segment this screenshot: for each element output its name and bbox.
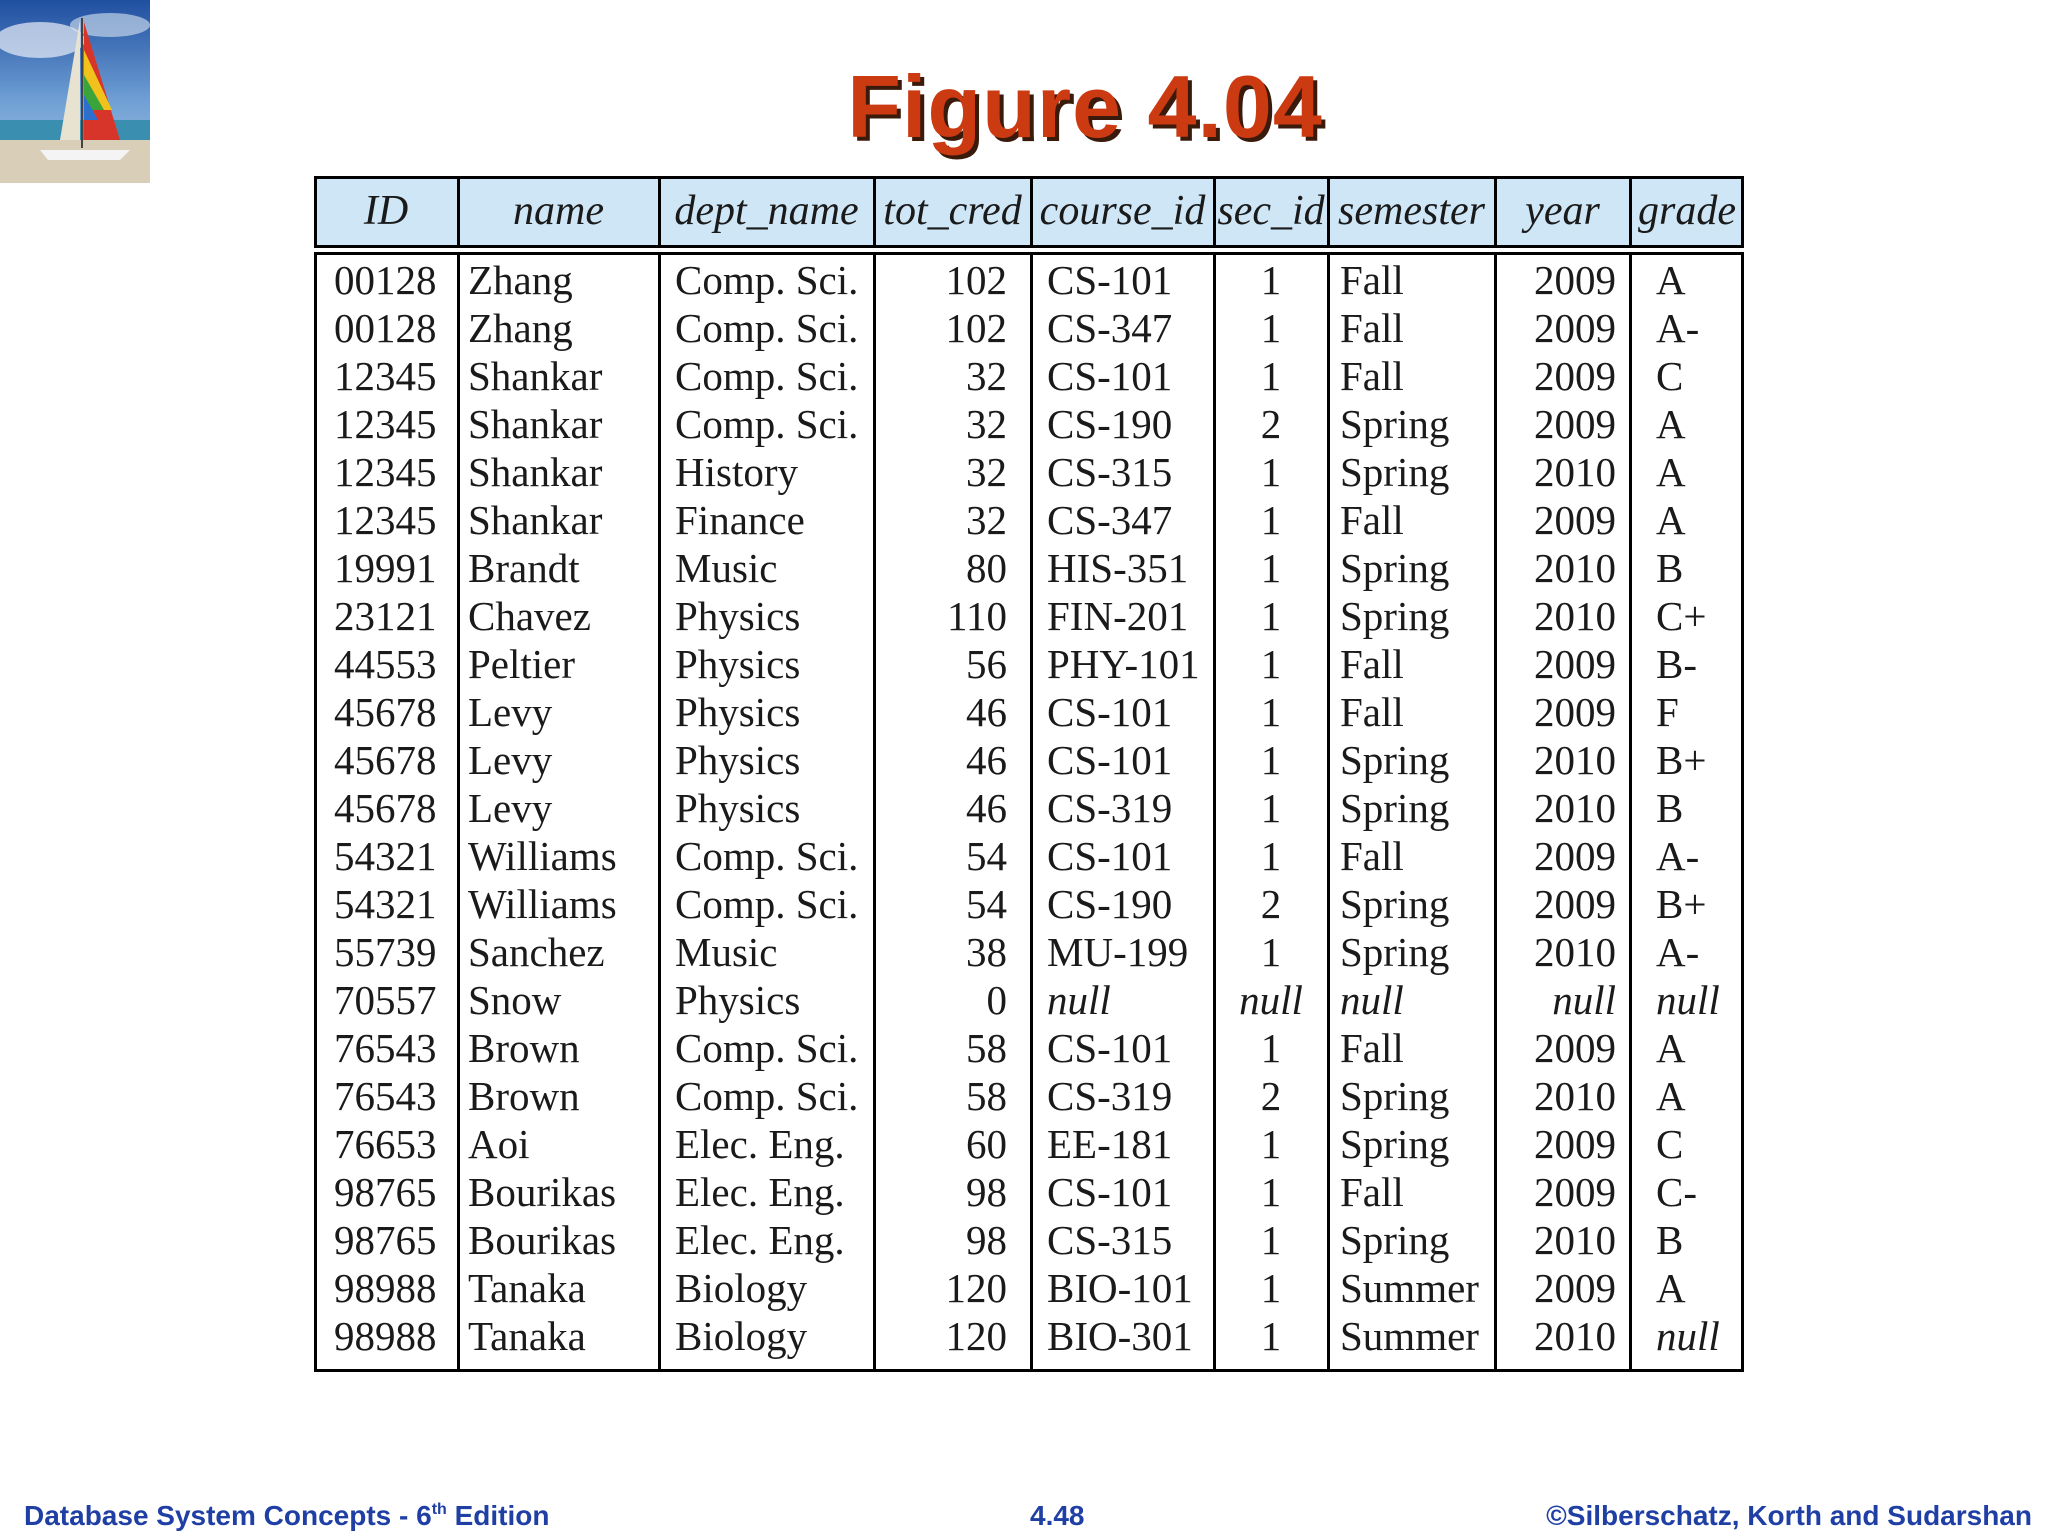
cell-grade: B	[1656, 785, 1684, 831]
cell-sec-id: 1	[1260, 785, 1282, 831]
cell-grade: A	[1656, 1025, 1686, 1071]
cell-sec-id: 1	[1260, 305, 1282, 351]
cell-year: 2010	[1534, 545, 1616, 591]
cell-semester: Fall	[1340, 641, 1404, 687]
cell-tot-cred: 54	[966, 881, 1007, 927]
cell-semester: Fall	[1340, 833, 1404, 879]
cell-year: null	[1552, 977, 1616, 1023]
cell-semester: Spring	[1340, 929, 1450, 975]
cell-dept-name: Comp. Sci.	[675, 881, 859, 927]
cell-name: Zhang	[468, 305, 573, 351]
cell-name: Tanaka	[468, 1265, 586, 1311]
cell-sec-id: 1	[1260, 1313, 1282, 1359]
cell-id: 12345	[334, 449, 437, 495]
cell-name: Levy	[468, 785, 553, 831]
cell-year: 2009	[1534, 833, 1616, 879]
cell-course-id: CS-319	[1047, 1073, 1173, 1119]
cell-year: 2009	[1534, 1121, 1616, 1167]
cell-dept-name: Finance	[675, 497, 805, 543]
cell-tot-cred: 32	[966, 497, 1007, 543]
cell-grade: A-	[1656, 833, 1700, 879]
cell-dept-name: Comp. Sci.	[675, 401, 859, 447]
cell-id: 98765	[334, 1169, 437, 1215]
footer-copyright: ©Silberschatz, Korth and Sudarshan	[1546, 1500, 2032, 1531]
cell-name: Shankar	[468, 353, 603, 399]
cell-id: 12345	[334, 353, 437, 399]
cell-grade: A-	[1656, 929, 1700, 975]
cell-id: 76543	[334, 1025, 437, 1071]
cell-grade: C+	[1656, 593, 1707, 639]
cell-sec-id: 1	[1260, 929, 1282, 975]
cell-semester: Spring	[1340, 545, 1450, 591]
cell-id: 76543	[334, 1073, 437, 1119]
cell-tot-cred: 60	[966, 1121, 1007, 1167]
cell-semester: Summer	[1340, 1313, 1479, 1359]
cell-semester: Fall	[1340, 689, 1404, 735]
body-column-divider	[1629, 252, 1632, 1372]
cell-dept-name: Physics	[675, 737, 801, 783]
column-header-name: name	[513, 188, 604, 234]
cell-tot-cred: 110	[947, 593, 1007, 639]
cell-grade: A	[1656, 1073, 1686, 1119]
cell-sec-id: 1	[1260, 833, 1282, 879]
cell-name: Levy	[468, 737, 553, 783]
cell-semester: Spring	[1340, 401, 1450, 447]
cell-id: 98765	[334, 1217, 437, 1263]
cell-name: Tanaka	[468, 1313, 586, 1359]
cell-grade: A	[1656, 257, 1686, 303]
cell-semester: Spring	[1340, 449, 1450, 495]
cell-tot-cred: 58	[966, 1025, 1007, 1071]
cell-semester: Spring	[1340, 881, 1450, 927]
cell-name: Bourikas	[468, 1217, 617, 1263]
cell-sec-id: 1	[1260, 689, 1282, 735]
cell-course-id: CS-101	[1047, 353, 1173, 399]
cell-year: 2010	[1534, 1073, 1616, 1119]
cell-grade: A	[1656, 497, 1686, 543]
cell-year: 2010	[1534, 593, 1616, 639]
cell-course-id: CS-315	[1047, 1217, 1173, 1263]
cell-year: 2010	[1534, 1313, 1616, 1359]
cell-name: Williams	[468, 833, 617, 879]
cell-course-id: PHY-101	[1047, 641, 1200, 687]
cell-dept-name: History	[675, 449, 798, 495]
cell-name: Shankar	[468, 449, 603, 495]
cell-tot-cred: 120	[945, 1265, 1007, 1311]
cell-dept-name: Comp. Sci.	[675, 1073, 859, 1119]
cell-tot-cred: 80	[966, 545, 1007, 591]
cell-course-id: CS-190	[1047, 401, 1173, 447]
cell-name: Snow	[468, 977, 562, 1023]
cell-grade: C	[1656, 353, 1684, 399]
cell-year: 2009	[1534, 257, 1616, 303]
cell-tot-cred: 102	[945, 257, 1007, 303]
cell-tot-cred: 120	[945, 1313, 1007, 1359]
cell-name: Shankar	[468, 401, 603, 447]
cell-semester: Fall	[1340, 305, 1404, 351]
cell-sec-id: 1	[1260, 1217, 1282, 1263]
cell-year: 2009	[1534, 1265, 1616, 1311]
cell-semester: Spring	[1340, 737, 1450, 783]
cell-sec-id: 2	[1260, 401, 1282, 447]
cell-course-id: CS-101	[1047, 257, 1173, 303]
cell-tot-cred: 0	[986, 977, 1007, 1023]
cell-course-id: null	[1047, 977, 1111, 1023]
cell-id: 98988	[334, 1265, 437, 1311]
cell-tot-cred: 54	[966, 833, 1007, 879]
cell-dept-name: Physics	[675, 785, 801, 831]
cell-id: 70557	[334, 977, 437, 1023]
cell-grade: null	[1656, 1313, 1720, 1359]
cell-sec-id: 1	[1260, 593, 1282, 639]
cell-sec-id: null	[1239, 977, 1303, 1023]
cell-dept-name: Physics	[675, 689, 801, 735]
cell-sec-id: 1	[1260, 737, 1282, 783]
column-header-course-id: course_id	[1039, 188, 1206, 234]
cell-sec-id: 1	[1260, 1169, 1282, 1215]
cell-tot-cred: 32	[966, 449, 1007, 495]
cell-dept-name: Comp. Sci.	[675, 353, 859, 399]
cell-tot-cred: 102	[945, 305, 1007, 351]
cell-course-id: CS-347	[1047, 497, 1173, 543]
column-header-dept-name: dept_name	[674, 188, 859, 234]
cell-course-id: CS-101	[1047, 1025, 1173, 1071]
cell-grade: B-	[1656, 641, 1697, 687]
cell-course-id: BIO-101	[1047, 1265, 1193, 1311]
footer-book-title: Database System Concepts - 6th Edition	[24, 1500, 550, 1531]
cell-semester: Fall	[1340, 1025, 1404, 1071]
cell-course-id: CS-101	[1047, 737, 1173, 783]
cell-dept-name: Elec. Eng.	[675, 1217, 845, 1263]
cell-grade: B+	[1656, 881, 1707, 927]
cell-grade: A	[1656, 401, 1686, 447]
cell-course-id: CS-101	[1047, 689, 1173, 735]
cell-name: Zhang	[468, 257, 573, 303]
cell-id: 76653	[334, 1121, 437, 1167]
cell-dept-name: Elec. Eng.	[675, 1169, 845, 1215]
cell-grade: B	[1656, 545, 1684, 591]
cell-year: 2010	[1534, 737, 1616, 783]
cell-name: Chavez	[468, 593, 591, 639]
cell-semester: Fall	[1340, 257, 1404, 303]
cell-year: 2010	[1534, 929, 1616, 975]
cell-id: 44553	[334, 641, 437, 687]
cell-grade: C	[1656, 1121, 1684, 1167]
cell-semester: null	[1340, 977, 1404, 1023]
cell-dept-name: Comp. Sci.	[675, 305, 859, 351]
cell-course-id: MU-199	[1047, 929, 1189, 975]
cell-name: Brown	[468, 1025, 580, 1071]
cell-year: 2009	[1534, 401, 1616, 447]
body-column-divider	[1030, 252, 1033, 1372]
cell-dept-name: Comp. Sci.	[675, 1025, 859, 1071]
cell-course-id: CS-315	[1047, 449, 1173, 495]
cell-name: Aoi	[468, 1121, 530, 1167]
cell-tot-cred: 32	[966, 401, 1007, 447]
cell-dept-name: Biology	[675, 1265, 808, 1311]
column-header-tot-cred: tot_cred	[883, 188, 1022, 234]
cell-semester: Spring	[1340, 1217, 1450, 1263]
cell-course-id: CS-347	[1047, 305, 1173, 351]
cell-year: 2009	[1534, 881, 1616, 927]
cell-grade: A	[1656, 1265, 1686, 1311]
cell-course-id: CS-319	[1047, 785, 1173, 831]
cell-name: Bourikas	[468, 1169, 617, 1215]
cell-course-id: FIN-201	[1047, 593, 1189, 639]
cell-name: Peltier	[468, 641, 576, 687]
cell-id: 00128	[334, 305, 437, 351]
cell-grade: null	[1656, 977, 1720, 1023]
cell-id: 45678	[334, 785, 437, 831]
cell-sec-id: 1	[1260, 353, 1282, 399]
cell-tot-cred: 46	[966, 737, 1007, 783]
cell-grade: B+	[1656, 737, 1707, 783]
cell-dept-name: Physics	[675, 641, 801, 687]
cell-semester: Spring	[1340, 1121, 1450, 1167]
cell-sec-id: 2	[1260, 1073, 1282, 1119]
cell-year: 2009	[1534, 353, 1616, 399]
cell-id: 12345	[334, 497, 437, 543]
cell-sec-id: 1	[1260, 641, 1282, 687]
column-header-semester: semester	[1338, 188, 1485, 234]
cell-year: 2009	[1534, 689, 1616, 735]
cell-name: Brown	[468, 1073, 580, 1119]
cell-tot-cred: 56	[966, 641, 1007, 687]
cell-semester: Spring	[1340, 785, 1450, 831]
cell-dept-name: Elec. Eng.	[675, 1121, 845, 1167]
cell-grade: F	[1656, 689, 1679, 735]
cell-id: 98988	[334, 1313, 437, 1359]
cell-dept-name: Physics	[675, 593, 801, 639]
cell-dept-name: Physics	[675, 977, 801, 1023]
cell-tot-cred: 38	[966, 929, 1007, 975]
cell-tot-cred: 32	[966, 353, 1007, 399]
cell-grade: A	[1656, 449, 1686, 495]
cell-dept-name: Biology	[675, 1313, 808, 1359]
cell-semester: Spring	[1340, 593, 1450, 639]
cell-id: 19991	[334, 545, 437, 591]
cell-dept-name: Comp. Sci.	[675, 257, 859, 303]
slide-title: Figure 4.04	[847, 57, 1323, 156]
cell-tot-cred: 98	[966, 1169, 1007, 1215]
cell-id: 12345	[334, 401, 437, 447]
cell-dept-name: Music	[675, 545, 778, 591]
cell-tot-cred: 46	[966, 689, 1007, 735]
cell-semester: Spring	[1340, 1073, 1450, 1119]
cell-sec-id: 1	[1260, 257, 1282, 303]
cell-name: Shankar	[468, 497, 603, 543]
cell-sec-id: 1	[1260, 1025, 1282, 1071]
cell-id: 54321	[334, 881, 437, 927]
cell-id: 23121	[334, 593, 437, 639]
cell-course-id: EE-181	[1047, 1121, 1173, 1167]
cell-year: 2009	[1534, 1025, 1616, 1071]
cell-semester: Summer	[1340, 1265, 1479, 1311]
cell-name: Levy	[468, 689, 553, 735]
cell-sec-id: 1	[1260, 449, 1282, 495]
cell-tot-cred: 98	[966, 1217, 1007, 1263]
cell-sec-id: 2	[1260, 881, 1282, 927]
cell-year: 2009	[1534, 641, 1616, 687]
cell-dept-name: Music	[675, 929, 778, 975]
cell-id: 54321	[334, 833, 437, 879]
cell-course-id: BIO-301	[1047, 1313, 1193, 1359]
cell-sec-id: 1	[1260, 545, 1282, 591]
cell-sec-id: 1	[1260, 1265, 1282, 1311]
cell-tot-cred: 46	[966, 785, 1007, 831]
cell-id: 00128	[334, 257, 437, 303]
footer-page-number: 4.48	[1030, 1500, 1085, 1531]
cell-year: 2010	[1534, 449, 1616, 495]
cell-grade: B	[1656, 1217, 1684, 1263]
column-header-sec-id: sec_id	[1217, 188, 1325, 234]
cell-year: 2010	[1534, 1217, 1616, 1263]
cell-id: 55739	[334, 929, 437, 975]
cell-course-id: CS-190	[1047, 881, 1173, 927]
cell-dept-name: Comp. Sci.	[675, 833, 859, 879]
cell-name: Brandt	[468, 545, 580, 591]
cell-sec-id: 1	[1260, 497, 1282, 543]
cell-year: 2009	[1534, 305, 1616, 351]
cell-sec-id: 1	[1260, 1121, 1282, 1167]
cell-semester: Fall	[1340, 353, 1404, 399]
cell-id: 45678	[334, 737, 437, 783]
column-header-year: year	[1525, 188, 1600, 234]
cell-course-id: CS-101	[1047, 1169, 1173, 1215]
cell-name: Williams	[468, 881, 617, 927]
cell-name: Sanchez	[468, 929, 605, 975]
cell-year: 2009	[1534, 497, 1616, 543]
cell-course-id: HIS-351	[1047, 545, 1189, 591]
cell-course-id: CS-101	[1047, 833, 1173, 879]
cell-semester: Fall	[1340, 1169, 1404, 1215]
column-header-id: ID	[363, 188, 409, 234]
cell-year: 2010	[1534, 785, 1616, 831]
cell-grade: C-	[1656, 1169, 1697, 1215]
cell-tot-cred: 58	[966, 1073, 1007, 1119]
cell-semester: Fall	[1340, 497, 1404, 543]
cell-grade: A-	[1656, 305, 1700, 351]
cell-year: 2009	[1534, 1169, 1616, 1215]
cell-id: 45678	[334, 689, 437, 735]
column-header-grade: grade	[1638, 188, 1736, 234]
